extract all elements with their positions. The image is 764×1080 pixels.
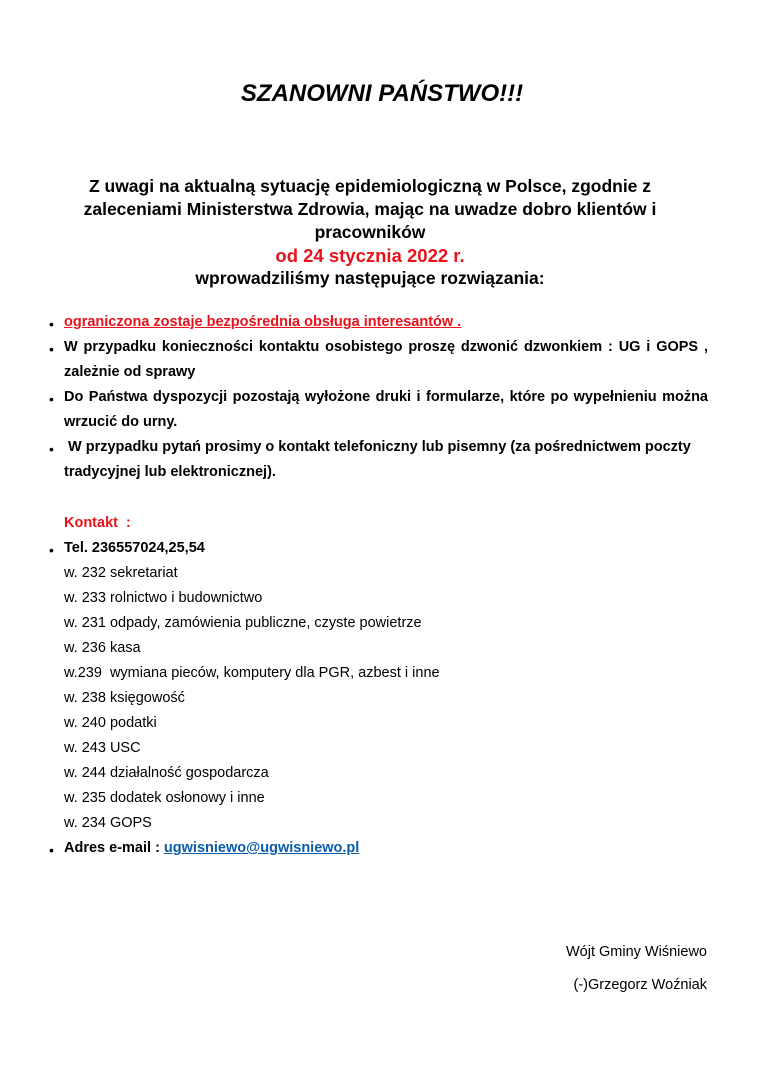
measure-item-4-line-2: tradycyjnej lub elektronicznej). (64, 464, 276, 480)
extension-item: w. 231 odpady, zamówienia publiczne, czyste powietrze (64, 615, 422, 631)
measure-item-3-line-2: wrzucić do urny. (64, 414, 178, 430)
extension-item: w. 236 kasa (64, 640, 141, 656)
bullet-icon: • (49, 341, 54, 357)
measure-item-1: ograniczona zostaje bezpośrednia obsługa interesantów . (64, 314, 462, 330)
bullet-icon: • (49, 391, 54, 407)
bullet-icon: • (49, 542, 54, 558)
extension-item: w.239 wymiana pieców, komputery dla PGR, azbest i inne (64, 665, 440, 681)
intro-line-1: Z uwagi na aktualną sytuację epidemiologiczną w Polsce, zgodnie z (88, 176, 652, 196)
bullet-icon: • (49, 441, 54, 457)
extension-item: w. 240 podatki (64, 715, 157, 731)
extension-item: w. 235 dodatek osłonowy i inne (64, 790, 265, 806)
email-label: Adres e-mail : (64, 840, 164, 856)
measure-item-4-line-1: W przypadku pytań prosimy o kontakt telefoniczny lub pisemny (za pośrednictwem poczty (64, 439, 691, 455)
email-link[interactable]: ugwisniewo@ugwisniewo.pl (163, 840, 360, 856)
contact-phone: Tel. 236557024,25,54 (64, 540, 205, 556)
bullet-icon: • (49, 842, 54, 858)
extension-item: w. 243 USC (64, 740, 141, 756)
extension-item: w. 234 GOPS (64, 815, 152, 831)
page-title: SZANOWNI PAŃSTWO!!! (240, 80, 524, 107)
extension-item: w. 244 działalność gospodarcza (64, 765, 269, 781)
extension-item: w. 238 księgowość (64, 690, 185, 706)
effective-date: od 24 stycznia 2022 r. (275, 245, 465, 266)
measure-item-2-line-2: zależnie od sprawy (64, 364, 196, 380)
signature-title: Wójt Gminy Wiśniewo (566, 944, 707, 960)
bullet-icon: • (49, 316, 54, 332)
measure-item-2-line-1: W przypadku konieczności kontaktu osobistego proszę dzwonić dzwonkiem : UG i GOPS , (64, 339, 708, 355)
intro-paragraph (40, 175, 700, 290)
email-row (64, 836, 359, 861)
intro-line-2: zaleceniami Ministerstwa Zdrowia, mając na uwadze dobro klientów i (83, 199, 657, 219)
measure-item-3-line-1: Do Państwa dyspozycji pozostają wyłożone druki i formularze, które po wypełnieniu można (64, 389, 708, 405)
contact-heading: Kontakt : (64, 515, 131, 531)
extension-item: w. 232 sekretariat (64, 565, 178, 581)
extension-item: w. 233 rolnictwo i budownictwo (64, 590, 263, 606)
intro-line-4: wprowadziliśmy następujące rozwiązania: (195, 268, 545, 288)
signature-name: (-)Grzegorz Woźniak (573, 977, 707, 993)
intro-line-3: pracowników (314, 222, 426, 242)
